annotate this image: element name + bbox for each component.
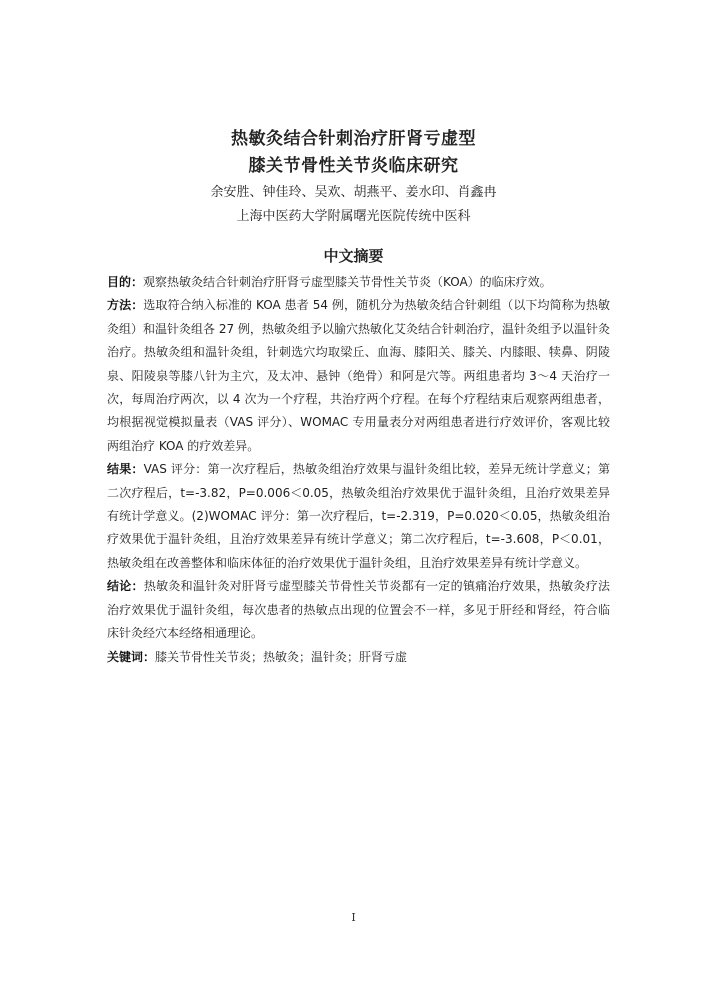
author-list: 余安胜、钟佳玲、吴欢、胡燕平、姜水印、肖鑫冉 xyxy=(210,185,497,200)
methods-paragraph xyxy=(107,294,610,458)
keywords-label: 关键词： xyxy=(107,649,156,664)
objective-paragraph xyxy=(107,271,610,294)
objective-text: 观察热敏灸结合针刺治疗肝肾亏虚型膝关节骨性关节炎（KOA）的临床疗效。 xyxy=(143,275,552,289)
conclusion-label: 结论： xyxy=(107,579,144,594)
conclusion-paragraph xyxy=(107,575,610,645)
methods-text: 选取符合纳入标准的 KOA 患者 54 例，随机分为热敏灸结合针刺组（以下均简称为热敏灸组）和温针灸组各 27 例，热敏灸组予以腧穴热敏化艾灸结合针刺治疗，温针灸组予以温针灸治疗。热敏灸组和温针灸组，针刺选穴均取梁丘、血海、膝阳关、膝关、内膝眼、犊鼻、阴陵泉、阳陵泉等膝八针为主穴，及太冲、悬钟（绝骨）和阿是穴等。两组患者均 3～4 天治疗一次，每周治疗两次，以 4 次为一个疗程，共治疗两个疗程。在每个疗程结束后观察两组患者，均根据视觉模拟量表（VAS 评分）、WOMAC 专用量表分对两组患者进行疗效评价，客观比较两组治疗 KOA 的疗效差异。 xyxy=(107,298,610,453)
methods-label: 方法： xyxy=(107,298,144,313)
results-label: 结果： xyxy=(107,462,144,477)
page-number: I xyxy=(351,911,356,924)
results-paragraph xyxy=(107,458,610,575)
affiliation: 上海中医药大学附属曙光医院传统中医科 xyxy=(236,209,471,224)
keywords-paragraph xyxy=(107,646,610,669)
abstract-heading: 中文摘要 xyxy=(323,247,384,265)
results-text: VAS 评分：第一次疗程后，热敏灸组治疗效果与温针灸组比较，差异无统计学意义；第二次疗程后，t=-3.82，P=0.006＜0.05，热敏灸组治疗效果优于温针灸组，且治疗效果差异有统计学意义。(2)WOMAC 评分：第一次疗程后，t=-2.319，P=0.020＜0.05，热敏灸组治疗效果优于温针灸组，且治疗效果差异有统计学意义；第二次疗程后，t=-3.608，P＜0.01，热敏灸组在改善整体和临床体征的治疗效果优于温针灸组，且治疗效果差异有统计学意义。 xyxy=(107,462,610,570)
keywords-text: 膝关节骨性关节炎；热敏灸；温针灸；肝肾亏虚 xyxy=(155,649,408,664)
paper-title-line-1: 热敏灸结合针刺治疗肝肾亏虚型 xyxy=(231,129,476,149)
conclusion-text: 热敏灸和温针灸对肝肾亏虚型膝关节骨性关节炎都有一定的镇痛治疗效果，热敏灸疗法治疗效果优于温针灸组，每次患者的热敏点出现的位置会不一样，多见于肝经和肾经，符合临床针灸经穴本经络相通理论。 xyxy=(107,579,610,641)
paper-title-line-2: 膝关节骨性关节炎临床研究 xyxy=(248,156,459,176)
objective-label: 目的： xyxy=(107,275,144,289)
abstract-body xyxy=(107,271,610,669)
